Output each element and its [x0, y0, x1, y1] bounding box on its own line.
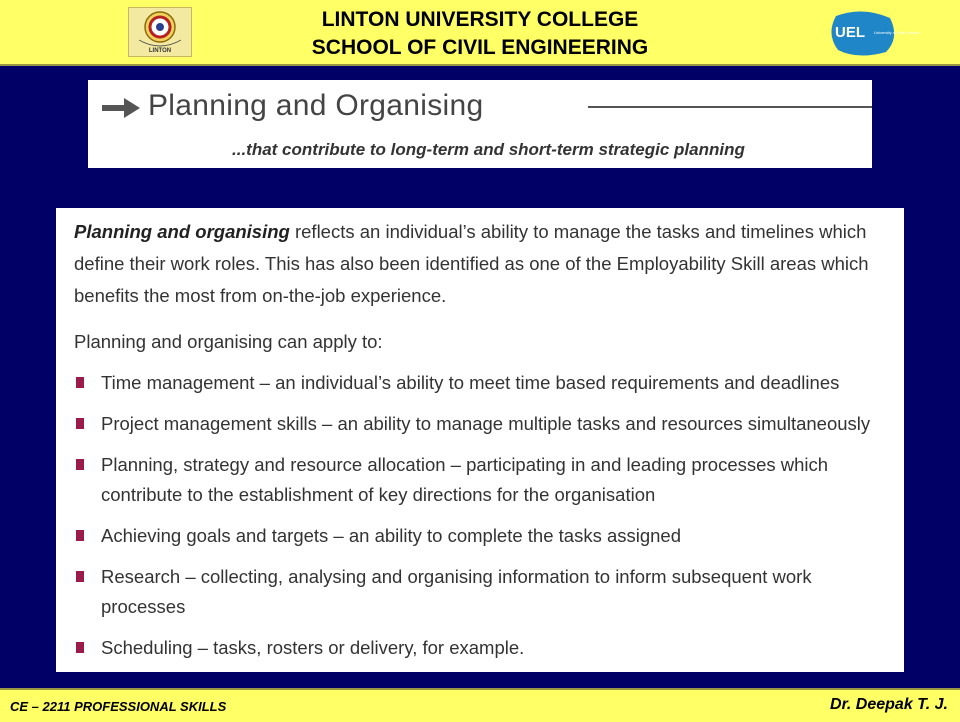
list-item [74, 450, 896, 510]
bullet-square-icon [76, 642, 84, 653]
uel-logo-text: University of East London [874, 30, 920, 35]
section-banner [88, 80, 872, 168]
apply-heading: Planning and organising can apply to: [74, 331, 383, 352]
banner-subtitle: ...that contribute to long-term and short-term strategic planning [232, 140, 745, 159]
bullet-list [74, 368, 896, 674]
list-item [74, 562, 896, 622]
intro-text: reflects an individual’s ability to manage the tasks and timelines which define their work roles. This has also been identified as one of the Employability Skill areas which benefits the most from on-the-job experience. [74, 221, 869, 306]
list-item-text: Achieving goals and targets – an ability to complete the tasks assigned [101, 525, 682, 546]
list-item-text: Research – collecting, analysing and organising information to inform subsequent work processes [101, 566, 812, 617]
school-title: SCHOOL OF CIVIL ENGINEERING [311, 36, 649, 59]
bullet-square-icon [76, 377, 84, 388]
course-label: CE – 2211 PROFESSIONAL SKILLS [10, 699, 227, 714]
uel-logo-abbrev: UEL [835, 24, 865, 41]
bullet-square-icon [76, 418, 84, 429]
bullet-square-icon [76, 459, 84, 470]
footer-bar [0, 688, 960, 722]
list-item [74, 633, 896, 663]
list-item-text: Project management skills – an ability to manage multiple tasks and resources simultaneously [101, 413, 871, 434]
list-item-text: Scheduling – tasks, rosters or delivery, for example. [101, 637, 525, 658]
list-item [74, 368, 896, 398]
list-item-text: Planning, strategy and resource allocation – participating in and leading processes which contribute to the establishment of key directions for the organisation [101, 454, 829, 505]
header-bar [0, 0, 960, 66]
intro-paragraph [74, 216, 896, 312]
list-item-text: Time management – an individual’s ability to meet time based requirements and deadlines [101, 372, 840, 393]
banner-title: Planning and Organising [148, 89, 484, 122]
list-item [74, 521, 896, 551]
arrow-right-icon [102, 96, 142, 120]
intro-bold: Planning and organising [74, 221, 290, 242]
bullet-square-icon [76, 530, 84, 541]
banner-divider [588, 106, 872, 108]
linton-logo-text: LINTON [148, 48, 172, 54]
content-panel [56, 208, 904, 672]
bullet-square-icon [76, 571, 84, 582]
uel-logo [828, 8, 920, 58]
list-item [74, 409, 896, 439]
college-title: LINTON UNIVERSITY COLLEGE [321, 8, 639, 31]
author-label: Dr. Deepak T. J. [830, 696, 948, 713]
